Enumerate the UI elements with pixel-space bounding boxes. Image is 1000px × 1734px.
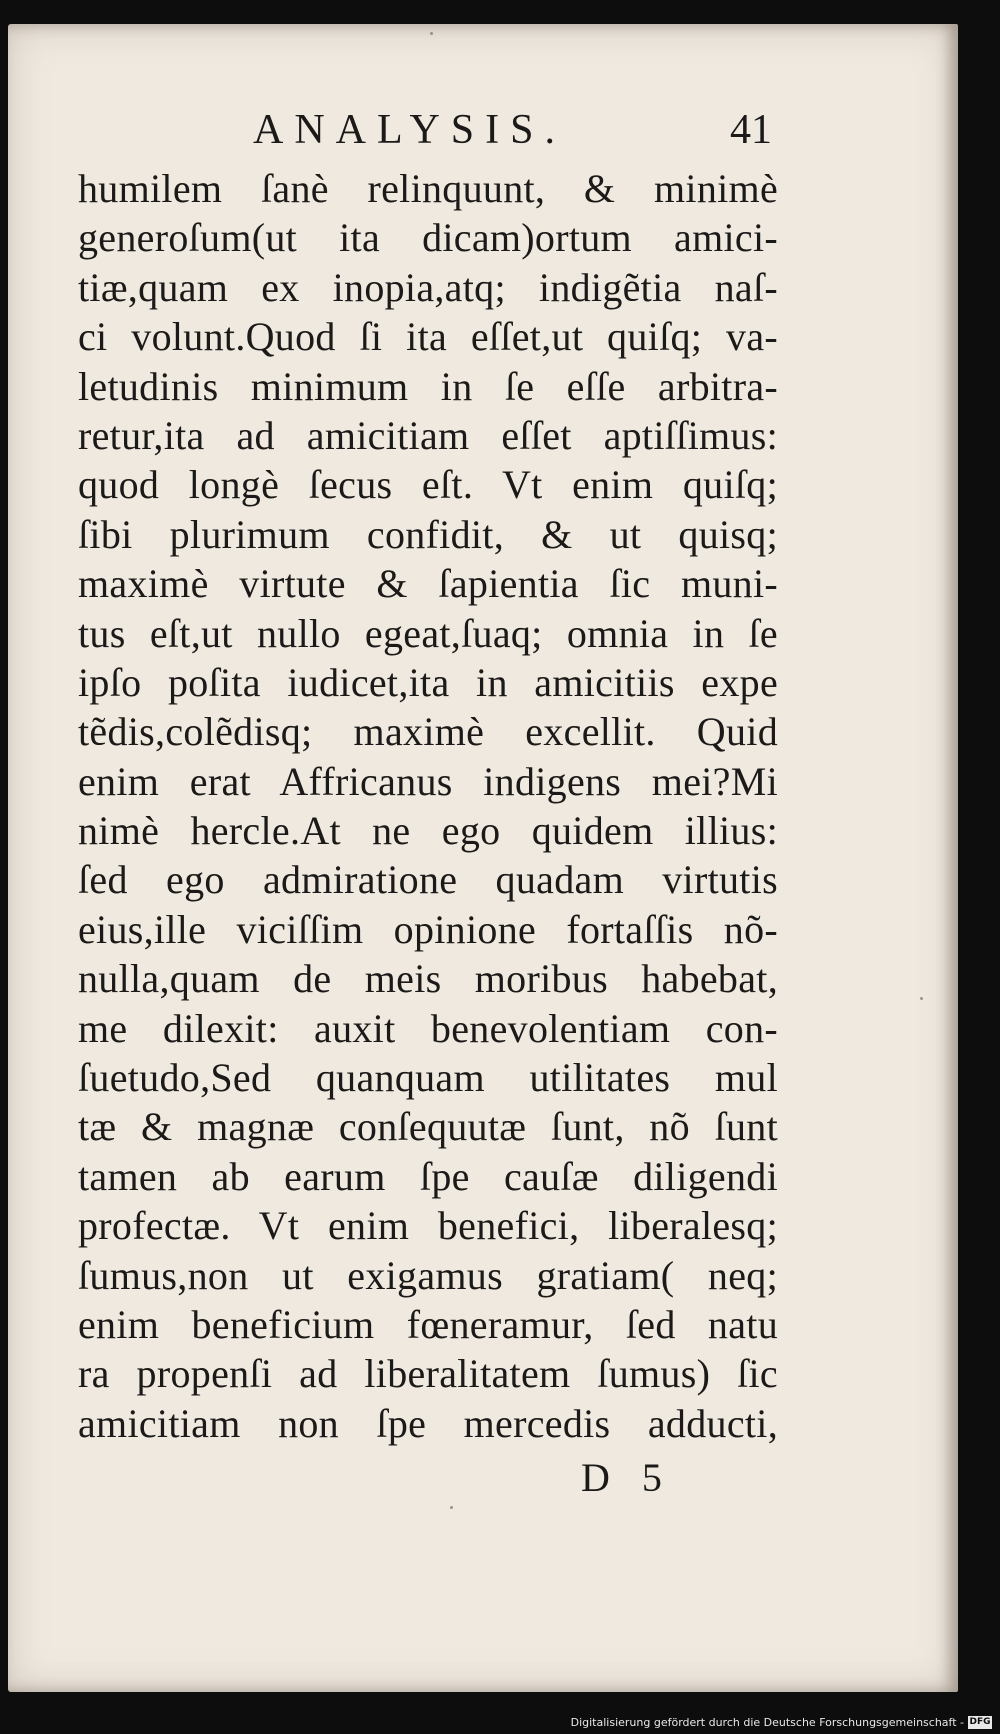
text-line: ſibi plurimum confidit, & ut quisq; xyxy=(78,511,778,557)
text-line: ra propenſi ad liberalitatem ſumus) ſic xyxy=(78,1351,778,1397)
page-number: 41 xyxy=(730,107,772,153)
paper-speck xyxy=(920,997,923,1000)
text-line: letudinis minimum in ſe eſſe arbitra- xyxy=(78,363,778,409)
text-line: quod longè ſecus eſt. Vt enim quiſq; xyxy=(78,462,778,508)
text-line: tamen ab earum ſpe cauſæ diligendi xyxy=(78,1153,778,1199)
text-line: humilem ſanè relinquunt, & minimè xyxy=(78,166,778,211)
paper-speck xyxy=(430,32,433,35)
text-line: generoſum(ut ita dicam)ortum amici- xyxy=(78,215,778,261)
digitization-credit: Digitalisierung gefördert durch die Deutsche Forschungsgemeinschaft - xyxy=(570,1716,964,1729)
text-line: ipſo poſita iudicet,ita in amicitiis expe xyxy=(78,659,778,705)
text-line: ſumus,non ut exigamus gratiam( neq; xyxy=(78,1252,778,1298)
text-line: me dilexit: auxit benevolentiam con- xyxy=(78,1005,778,1051)
footer-strip xyxy=(0,1714,1000,1734)
text-line: amicitiam non ſpe mercedis adducti, xyxy=(78,1400,778,1446)
signature-mark: D 5 xyxy=(581,1455,662,1500)
text-line: tus eſt,ut nullo egeat,ſuaq; omnia in ſe xyxy=(78,610,778,656)
text-line: enim erat Affricanus indigens mei?Mi xyxy=(78,758,778,804)
text-line: eius,ille viciſſim opinione fortaſſis nõ- xyxy=(78,906,778,952)
text-line: ſuetudo,Sed quanquam utilitates mul xyxy=(78,1055,778,1101)
book-page xyxy=(8,24,958,1692)
paper-speck xyxy=(450,1506,453,1509)
text-line: nimè hercle.At ne ego quidem illius: xyxy=(78,808,778,854)
dfg-logo-icon: DFG xyxy=(969,1717,991,1727)
text-line: enim beneficium fœneramur, ſed natu xyxy=(78,1301,778,1347)
text-line: tiæ,quam ex inopia,atq; indigẽtia naſ- xyxy=(78,264,778,310)
text-line: ſed ego admiratione quadam virtutis xyxy=(78,857,778,903)
text-block xyxy=(78,164,778,1448)
text-line: profectæ. Vt enim benefici, liberalesq; xyxy=(78,1203,778,1249)
text-line: tẽdis,colẽdisq; maximè excellit. Quid xyxy=(78,709,778,755)
text-line: retur,ita ad amicitiam eſſet aptiſſimus: xyxy=(78,412,778,458)
text-line: ci volunt.Quod ſi ita eſſet,ut quiſq; va- xyxy=(78,314,778,360)
text-line: nulla,quam de meis moribus habebat, xyxy=(78,956,778,1002)
text-line: tæ & magnæ conſequutæ ſunt, nõ ſunt xyxy=(78,1104,778,1150)
running-head: ANALYSIS. xyxy=(253,107,566,153)
text-line: maximè virtute & ſapientia ſic muni- xyxy=(78,561,778,607)
page-header xyxy=(8,106,958,156)
